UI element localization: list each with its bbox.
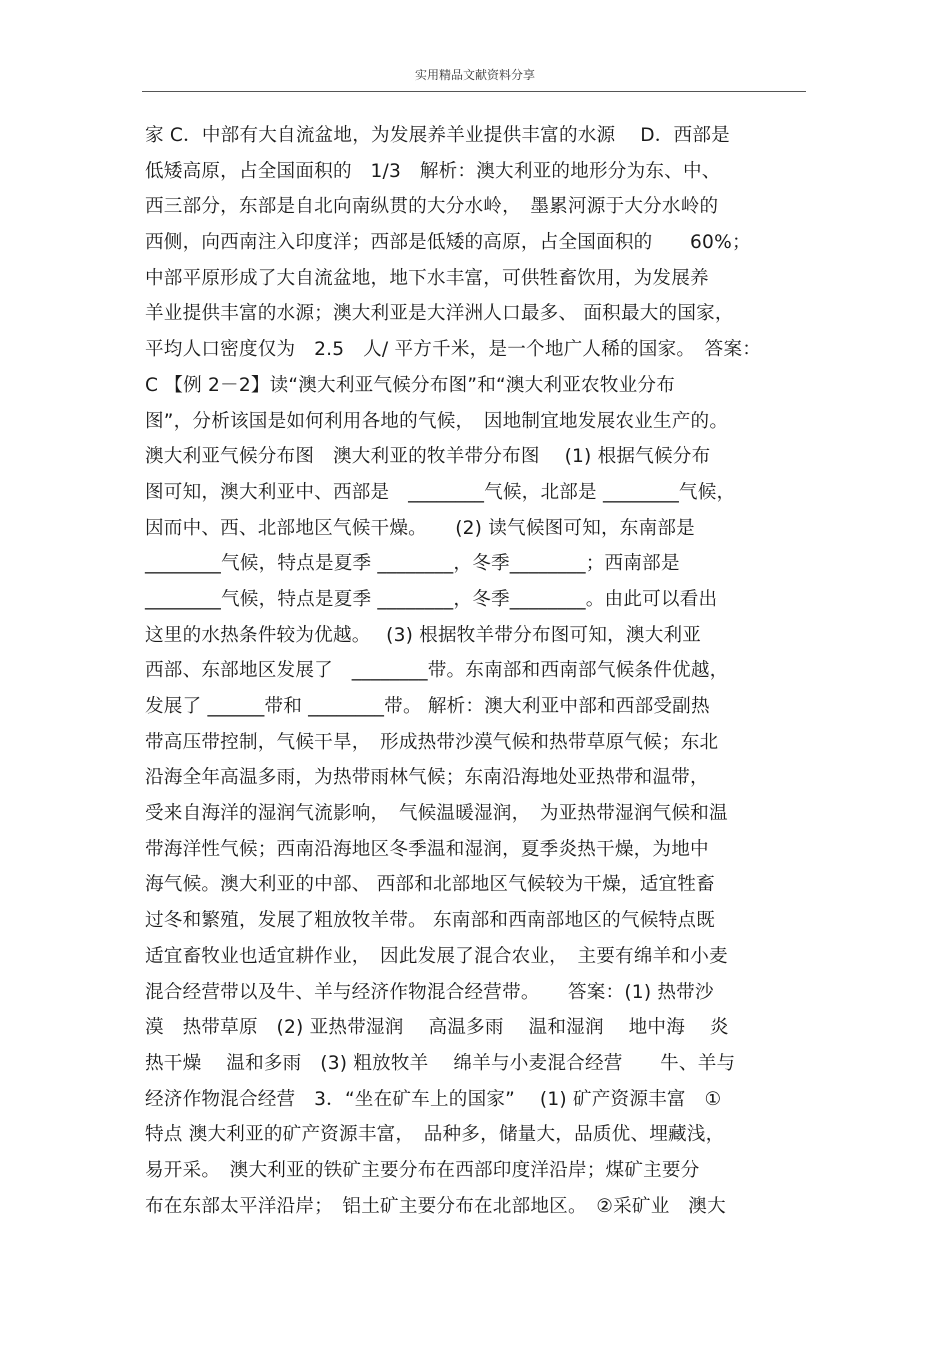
page-header: 实用精品文献资料分享 [414,68,535,82]
text-line: C 【例 2－2】读“澳大利亚气候分布图”和“澳大利亚农牧业分布 [145,374,676,396]
text-line: 西部、东部地区发展了 ________带。东南部和西南部气候条件优越， [145,660,729,682]
text-line: 澳大利亚气候分布图 澳大利亚的牧羊带分布图 (1) 根据气候分布 [145,446,711,468]
text-line: 西三部分，东部是自北向南纵贯的大分水岭， 墨累河源于大分水岭的 [145,196,719,218]
text-line: 中部平原形成了大自流盆地，地下水丰富，可供牲畜饮用，为发展养 [145,267,709,289]
text-line: 过冬和繁殖，发展了粗放牧羊带。 东南部和西南部地区的气候特点既 [145,910,715,932]
text-line: 图”，分析该国是如何利用各地的气候， 因地制宜地发展农业生产的。 [145,410,729,432]
text-line: 带高压带控制，气候干旱， 形成热带沙漠气候和热带草原气候；东北 [145,731,719,753]
text-line: 带海洋性气候；西南沿海地区冬季温和湿润，夏季炎热干燥，为地中 [145,838,709,860]
text-line: 低矮高原，占全国面积的 1/3 解析：澳大利亚的地形分为东、中、 [145,160,721,182]
text-line: 混合经营带以及牛、羊与经济作物混合经营带。 答案：(1) 热带沙 [145,981,714,1003]
text-line: 羊业提供丰富的水源；澳大利亚是大洋洲人口最多、 面积最大的国家， [145,303,734,325]
text-line: 漠 热带草原 (2) 亚热带湿润 高温多雨 温和湿润 地中海 炎 [145,1017,729,1039]
text-line: 因而中、西、北部地区气候干燥。 (2) 读气候图可知，东南部是 [145,517,695,539]
text-line: 特点 澳大利亚的矿产资源丰富， 品种多，储量大，品质优、埋藏浅， [145,1124,725,1146]
text-line: 这里的水热条件较为优越。 (3) 根据牧羊带分布图可知，澳大利亚 [145,624,702,646]
document-body [145,118,807,1224]
text-line: 适宜畜牧业也适宜耕作业， 因此发展了混合农业， 主要有绵羊和小麦 [145,945,728,967]
text-line: 易开采。 澳大利亚的铁矿主要分布在西部印度洋沿岸；煤矿主要分 [145,1159,700,1181]
text-line: ________气候，特点是夏季 ________，冬季________；西南部是 [145,553,680,575]
text-line: 家 C．中部有大自流盆地，为发展养羊业提供丰富的水源 D．西部是 [145,125,730,146]
text-line: 图可知，澳大利亚中、西部是 ________气候，北部是 ________气候， [145,481,736,503]
text-line: 发展了 ______带和 ________带。 解析：澳大利亚中部和西部受副热 [145,696,710,717]
text-line: 沿海全年高温多雨，为热带雨林气候；东南沿海地处亚热带和温带， [145,767,709,789]
text-line: 经济作物混合经营 3．“坐在矿车上的国家” (1) 矿产资源丰富 ① [145,1088,722,1110]
text-line: 平均人口密度仅为 2.5 人/ 平方千米，是一个地广人稀的国家。 答案： [145,339,762,361]
text-line: 布在东部太平洋沿岸； 铝土矿主要分布在北部地区。 ②采矿业 澳大 [145,1195,726,1217]
header-divider [142,91,806,92]
text-line: 受来自海洋的湿润气流影响， 气候温暖湿润， 为亚热带湿润气候和温 [145,803,728,825]
text-line: 热干燥 温和多雨 (3) 粗放牧羊 绵羊与小麦混合经营 牛、羊与 [145,1052,736,1074]
text-line: 海气候。澳大利亚的中部、 西部和北部地区气候较为干燥，适宜牲畜 [145,874,715,896]
text-line: 西侧，向西南注入印度洋；西部是低矮的高原，占全国面积的 60%； [145,232,751,254]
text-line: ________气候，特点是夏季 ________，冬季________。由此可以看出 [145,588,718,610]
